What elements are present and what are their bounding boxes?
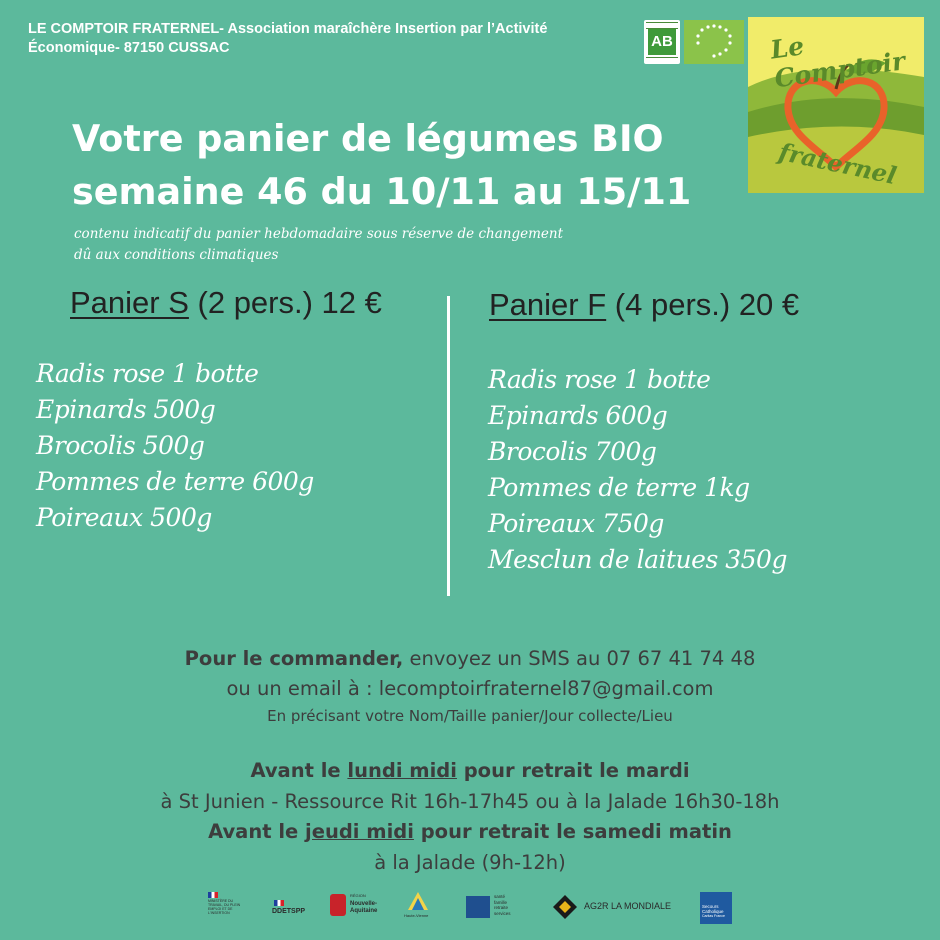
ab-logo-text: AB bbox=[648, 29, 676, 55]
list-item: Pommes de terre 1kg bbox=[488, 473, 750, 502]
pickup-saturday-deadline: jeudi midi bbox=[305, 820, 414, 843]
ddetspp-logo: DDETSPP bbox=[270, 888, 316, 928]
pickup-saturday: Avant le jeudi midi pour retrait le samedi matin bbox=[208, 820, 732, 843]
haute-vienne-logo: Haute-Vienne bbox=[402, 888, 436, 928]
list-item: Poireaux 750g bbox=[488, 509, 664, 538]
panier-f-list bbox=[488, 362, 787, 578]
ag2r-logo: AG2R LA MONDIALE bbox=[552, 888, 682, 928]
nouvelle-aquitaine-logo: RÉGION Nouvelle-Aquitaine bbox=[328, 888, 388, 928]
secours-catholique-logo: Secours Catholique Caritas France bbox=[700, 888, 734, 928]
column-divider bbox=[447, 296, 450, 596]
panier-f-name: Panier F bbox=[489, 287, 607, 322]
logo-text-le-comptoir: Le Comptoir bbox=[768, 31, 907, 94]
order-sms bbox=[0, 647, 940, 670]
ag2r-icon bbox=[552, 894, 578, 920]
pickup-tuesday-deadline: lundi midi bbox=[347, 759, 457, 782]
title-line-2: semaine 46 du 10/11 au 15/11 bbox=[72, 170, 692, 213]
order-sms-text: envoyez un SMS au 07 67 41 74 48 bbox=[403, 647, 756, 670]
title-line-1: Votre panier de légumes BIO bbox=[72, 117, 664, 160]
list-item: Epinards 500g bbox=[36, 395, 216, 424]
order-bold: Pour le commander, bbox=[184, 647, 404, 670]
msa-logo: santé famille retraite services bbox=[466, 888, 530, 928]
disclaimer-line-2: dû aux conditions climatiques bbox=[74, 247, 279, 263]
panier-f-detail: (4 pers.) 20 € bbox=[606, 287, 800, 322]
panier-f-heading bbox=[489, 287, 799, 323]
header-line-1: LE COMPTOIR FRATERNEL- Association maraîchère Insertion par l’Activité bbox=[28, 21, 548, 37]
haute-vienne-icon bbox=[406, 890, 430, 912]
pickup-saturday-places: à la Jalade (9h-12h) bbox=[374, 851, 566, 874]
panier-s-list bbox=[36, 356, 314, 536]
comptoir-fraternel-logo bbox=[748, 17, 924, 193]
list-item: Radis rose 1 botte bbox=[488, 365, 711, 394]
list-item: Epinards 600g bbox=[488, 401, 668, 430]
page-title bbox=[72, 112, 732, 218]
partner-logos bbox=[196, 888, 756, 932]
ministere-logo: MINISTÈRE DU TRAVAIL, DU PLEIN EMPLOI ET DE L'INSERTION bbox=[208, 888, 248, 928]
order-precise: En précisant votre Nom/Taille panier/Jour collecte/Lieu bbox=[267, 707, 673, 725]
order-email: ou un email à : lecomptoirfraternel87@gmail.com bbox=[226, 677, 714, 700]
list-item: Poireaux 500g bbox=[36, 503, 212, 532]
pickup-tuesday-places: à St Junien - Ressource Rit 16h-17h45 ou à la Jalade 16h30-18h bbox=[160, 790, 780, 813]
eu-organic-leaf-icon bbox=[684, 20, 744, 64]
panier-s-name: Panier S bbox=[70, 285, 189, 320]
disclaimer bbox=[74, 224, 634, 266]
header-line-2: Économique- 87150 CUSSAC bbox=[28, 40, 230, 56]
logo-text-fraternel: fraternel bbox=[776, 136, 900, 191]
list-item: Brocolis 700g bbox=[488, 437, 657, 466]
list-item: Mesclun de laitues 350g bbox=[488, 545, 787, 574]
list-item: Radis rose 1 botte bbox=[36, 359, 259, 388]
header-organization bbox=[28, 20, 648, 58]
panier-s-detail: (2 pers.) 12 € bbox=[188, 285, 382, 320]
disclaimer-line-1: contenu indicatif du panier hebdomadaire sous réserve de changement bbox=[74, 226, 563, 242]
panier-s-heading bbox=[70, 285, 382, 321]
list-item: Pommes de terre 600g bbox=[36, 467, 314, 496]
list-item: Brocolis 500g bbox=[36, 431, 205, 460]
pickup-tuesday: Avant le lundi midi pour retrait le mardi bbox=[250, 759, 690, 782]
ab-organic-label bbox=[644, 20, 680, 64]
